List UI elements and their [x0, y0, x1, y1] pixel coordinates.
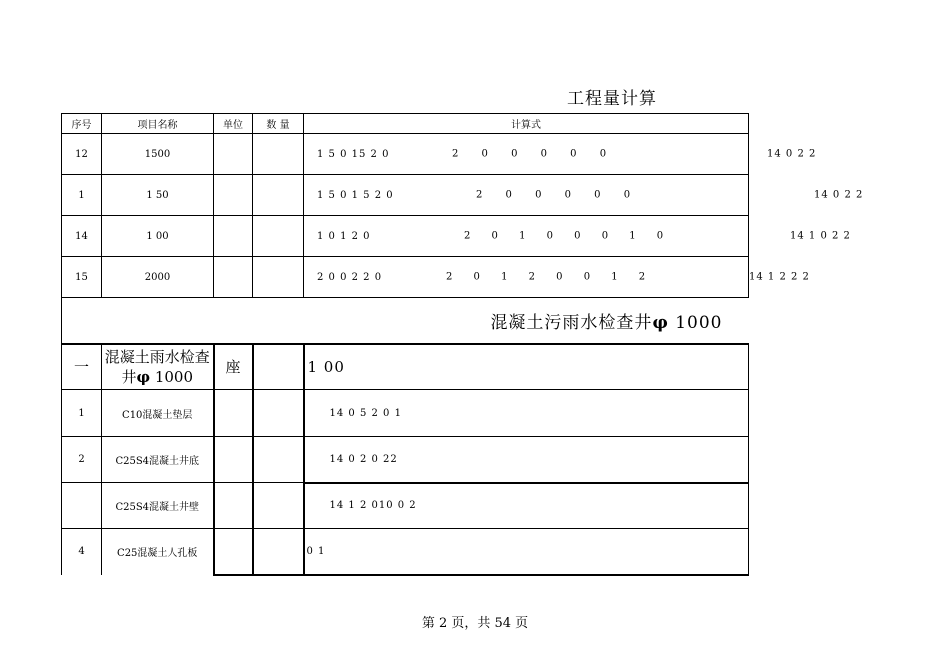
formula-text: 1 5 0 1 5 2 0 [317, 189, 394, 201]
row-formula [304, 216, 851, 257]
row-qty [253, 390, 304, 437]
row-unit [214, 483, 253, 529]
formula-text: 2 0 0 2 2 0 [317, 271, 383, 283]
row-seq: 1 [62, 175, 102, 216]
group-name: 混凝土雨水检查井φ 1000 [102, 344, 214, 390]
row-qty [253, 437, 304, 483]
table-row [62, 175, 749, 216]
group-qty [253, 344, 304, 390]
section-title-row [62, 298, 749, 344]
formula-overflow: 14 1 0 2 2 [790, 230, 851, 242]
row-unit [214, 216, 253, 257]
document-title: 工程量计算 [567, 89, 657, 109]
row-name: 1 50 [102, 175, 214, 216]
formula-extra: 2 0 0 0 0 0 [476, 189, 641, 201]
row-formula [304, 257, 810, 298]
row-formula: 14 1 2 010 0 2 [304, 483, 749, 529]
row-name: 1500 [102, 134, 214, 175]
row-qty [253, 257, 304, 298]
row-qty [253, 483, 304, 529]
row-formula: 14 0 5 2 0 1 [304, 390, 749, 437]
row-unit [214, 257, 253, 298]
formula-overflow: 14 0 2 2 [767, 148, 817, 160]
formula-overflow: 14 0 2 2 [814, 189, 864, 201]
row-name: 1 00 [102, 216, 214, 257]
table-row [62, 390, 749, 437]
row-seq: 15 [62, 257, 102, 298]
row-unit [214, 175, 253, 216]
table-row [62, 134, 749, 175]
row-name: C25S4混凝土井壁 [102, 483, 214, 529]
row-name: C10混凝土垫层 [102, 390, 214, 437]
row-seq: 14 [62, 216, 102, 257]
row-qty [253, 216, 304, 257]
table-header-row [62, 114, 749, 134]
quantity-calculation-table [61, 113, 864, 576]
group-unit: 座 [214, 344, 253, 390]
header-seq: 序号 [62, 114, 102, 134]
header-qty: 数 量 [253, 114, 304, 134]
formula-overflow: 14 1 2 2 2 [749, 271, 810, 283]
row-formula: 14 0 2 0 22 [304, 437, 749, 483]
formula-text: 1 0 1 2 0 [317, 230, 371, 242]
row-formula: 0 1 [304, 529, 749, 575]
row-seq [62, 483, 102, 529]
table-row [62, 483, 749, 529]
row-seq: 4 [62, 529, 102, 575]
table-row [62, 437, 749, 483]
table-row [62, 529, 749, 575]
row-qty [253, 134, 304, 175]
formula-extra: 2 0 1 2 0 0 1 2 [446, 271, 655, 283]
row-name: C25S4混凝土井底 [102, 437, 214, 483]
row-qty [253, 529, 304, 575]
formula-extra: 2 0 1 0 0 0 1 0 [464, 230, 673, 242]
row-seq: 12 [62, 134, 102, 175]
group-row [62, 344, 749, 390]
table-row [62, 216, 749, 257]
row-qty [253, 175, 304, 216]
row-name: C25混凝土人孔板 [102, 529, 214, 575]
row-seq: 2 [62, 437, 102, 483]
table-row [62, 257, 749, 298]
header-unit: 单位 [214, 114, 253, 134]
header-name: 项目名称 [102, 114, 214, 134]
row-unit [214, 437, 253, 483]
row-name: 2000 [102, 257, 214, 298]
row-unit [214, 134, 253, 175]
group-seq: 一 [62, 344, 102, 390]
formula-text: 1 5 0 15 2 0 [317, 148, 390, 160]
row-formula [304, 134, 817, 175]
row-unit [214, 390, 253, 437]
row-unit [214, 529, 253, 575]
group-formula: 1 00 [304, 344, 749, 390]
page-footer: 第 2 页，共 54 页 [421, 616, 529, 631]
header-formula: 计算式 [304, 114, 749, 134]
formula-extra: 2 0 0 0 0 0 [452, 148, 617, 160]
section-title: 混凝土污雨水检查井φ 1000 [62, 298, 749, 344]
row-formula [304, 175, 864, 216]
row-seq: 1 [62, 390, 102, 437]
